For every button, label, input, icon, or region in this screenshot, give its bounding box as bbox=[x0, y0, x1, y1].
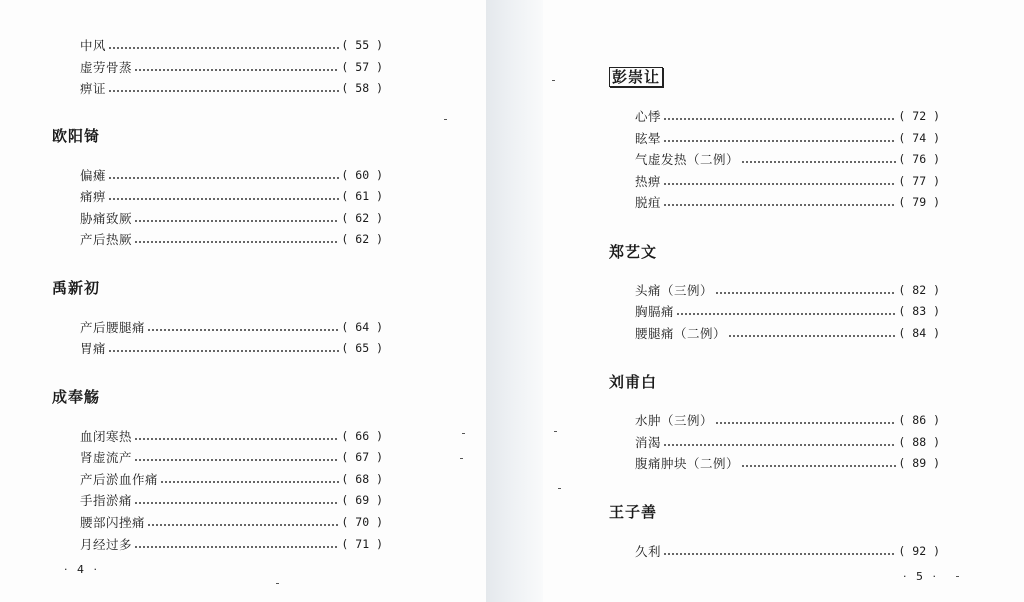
dot-leader bbox=[134, 69, 339, 71]
entry-page: ( 74 ) bbox=[898, 131, 940, 145]
entry-title: 偏瘫 bbox=[80, 168, 107, 183]
author-heading: 欧阳锜 bbox=[52, 127, 101, 145]
right-page bbox=[543, 0, 1024, 602]
entry-title: 产后热厥 bbox=[80, 232, 133, 247]
dot-leader bbox=[741, 465, 896, 467]
entry-title: 手指淤痛 bbox=[80, 493, 133, 508]
dot-leader bbox=[108, 198, 339, 200]
entry-page: ( 72 ) bbox=[898, 109, 940, 123]
toc-entry bbox=[80, 35, 383, 55]
entry-title: 腰部闪挫痛 bbox=[80, 515, 146, 530]
toc-entry bbox=[635, 128, 940, 148]
entry-page: ( 89 ) bbox=[898, 456, 940, 470]
scan-speck bbox=[276, 583, 279, 584]
entry-title: 腰腿痛（二例） bbox=[635, 326, 727, 341]
toc-entry bbox=[80, 165, 383, 185]
toc-entry bbox=[635, 280, 940, 300]
entry-page: ( 76 ) bbox=[898, 152, 940, 166]
entry-title: 中风 bbox=[80, 38, 107, 53]
dot-leader bbox=[134, 502, 339, 504]
entry-title: 产后腰腿痛 bbox=[80, 320, 146, 335]
toc-entry bbox=[80, 186, 383, 206]
toc-entry bbox=[80, 426, 383, 446]
entry-page: ( 79 ) bbox=[898, 195, 940, 209]
toc-entry bbox=[80, 534, 383, 554]
toc-entry bbox=[635, 192, 940, 212]
entry-title: 气虚发热（二例） bbox=[635, 152, 740, 167]
toc-entry bbox=[635, 171, 940, 191]
dot-leader bbox=[663, 183, 896, 185]
author-heading: 彭崇让 bbox=[609, 67, 663, 87]
entry-title: 胁痛致厥 bbox=[80, 211, 133, 226]
entry-page: ( 61 ) bbox=[341, 189, 383, 203]
toc-entry bbox=[80, 447, 383, 467]
toc-entry bbox=[635, 301, 940, 321]
toc-entry bbox=[635, 323, 940, 343]
entry-page: ( 65 ) bbox=[341, 341, 383, 355]
toc-entry bbox=[80, 512, 383, 532]
scan-speck bbox=[444, 119, 447, 120]
scan-speck bbox=[460, 458, 463, 459]
entry-title: 胃痛 bbox=[80, 341, 107, 356]
toc-entry bbox=[635, 541, 940, 561]
entry-page: ( 57 ) bbox=[341, 60, 383, 74]
entry-page: ( 71 ) bbox=[341, 537, 383, 551]
author-heading: 刘甫白 bbox=[609, 373, 658, 391]
dot-leader bbox=[134, 459, 339, 461]
entry-title: 虚劳骨蒸 bbox=[80, 60, 133, 75]
toc-entry bbox=[80, 208, 383, 228]
dot-leader bbox=[108, 90, 339, 92]
entry-page: ( 64 ) bbox=[341, 320, 383, 334]
dot-leader bbox=[715, 292, 896, 294]
toc-entry bbox=[80, 57, 383, 77]
entry-title: 腹痛肿块（二例） bbox=[635, 456, 740, 471]
entry-title: 肾虚流产 bbox=[80, 450, 133, 465]
dot-leader bbox=[134, 438, 339, 440]
entry-page: ( 66 ) bbox=[341, 429, 383, 443]
entry-title: 脱疽 bbox=[635, 195, 662, 210]
entry-page: ( 84 ) bbox=[898, 326, 940, 340]
author-heading: 郑艺文 bbox=[609, 243, 658, 261]
entry-page: ( 92 ) bbox=[898, 544, 940, 558]
entry-title: 痛痹 bbox=[80, 189, 107, 204]
entry-title: 心悸 bbox=[635, 109, 662, 124]
dot-leader bbox=[663, 553, 896, 555]
entry-page: ( 82 ) bbox=[898, 283, 940, 297]
scan-speck bbox=[956, 576, 959, 577]
left-page bbox=[0, 0, 486, 602]
entry-page: ( 69 ) bbox=[341, 493, 383, 507]
entry-title: 水肿（三例） bbox=[635, 413, 714, 428]
dot-leader bbox=[663, 204, 896, 206]
dot-leader bbox=[134, 220, 339, 222]
toc-entry bbox=[80, 490, 383, 510]
entry-title: 眩晕 bbox=[635, 131, 662, 146]
author-heading: 禹新初 bbox=[52, 279, 101, 297]
dot-leader bbox=[108, 350, 339, 352]
entry-page: ( 55 ) bbox=[341, 38, 383, 52]
entry-page: ( 62 ) bbox=[341, 211, 383, 225]
entry-title: 产后淤血作痛 bbox=[80, 472, 159, 487]
dot-leader bbox=[147, 329, 339, 331]
toc-entry bbox=[635, 410, 940, 430]
entry-page: ( 83 ) bbox=[898, 304, 940, 318]
entry-page: ( 67 ) bbox=[341, 450, 383, 464]
toc-entry bbox=[635, 432, 940, 452]
entry-title: 月经过多 bbox=[80, 537, 133, 552]
scan-speck bbox=[554, 431, 557, 432]
dot-leader bbox=[134, 241, 339, 243]
entry-title: 血闭寒热 bbox=[80, 429, 133, 444]
toc-entry bbox=[80, 229, 383, 249]
entry-page: ( 60 ) bbox=[341, 168, 383, 182]
dot-leader bbox=[676, 313, 896, 315]
toc-entry bbox=[80, 338, 383, 358]
dot-leader bbox=[147, 524, 339, 526]
dot-leader bbox=[663, 140, 896, 142]
toc-entry bbox=[635, 453, 940, 473]
toc-entry bbox=[635, 106, 940, 126]
scan-speck bbox=[552, 80, 555, 81]
entry-title: 热痹 bbox=[635, 174, 662, 189]
dot-leader bbox=[741, 161, 896, 163]
dot-leader bbox=[715, 422, 896, 424]
page-number: · 4 · bbox=[64, 563, 100, 576]
toc-entry bbox=[80, 78, 383, 98]
dot-leader bbox=[728, 335, 896, 337]
page-number: · 5 · bbox=[903, 570, 939, 583]
author-heading: 王子善 bbox=[609, 503, 658, 521]
dot-leader bbox=[663, 444, 896, 446]
entry-page: ( 86 ) bbox=[898, 413, 940, 427]
toc-entry bbox=[635, 149, 940, 169]
scan-speck bbox=[462, 433, 465, 434]
dot-leader bbox=[160, 481, 339, 483]
entry-page: ( 58 ) bbox=[341, 81, 383, 95]
entry-page: ( 62 ) bbox=[341, 232, 383, 246]
toc-entry bbox=[80, 317, 383, 337]
entry-title: 胸膈痛 bbox=[635, 304, 675, 319]
entry-title: 久利 bbox=[635, 544, 662, 559]
entry-page: ( 88 ) bbox=[898, 435, 940, 449]
dot-leader bbox=[663, 118, 896, 120]
book-gutter bbox=[486, 0, 543, 602]
entry-title: 头痛（三例） bbox=[635, 283, 714, 298]
scan-speck bbox=[558, 488, 561, 489]
entry-page: ( 77 ) bbox=[898, 174, 940, 188]
author-heading: 成奉觞 bbox=[52, 388, 101, 406]
toc-entry bbox=[80, 469, 383, 489]
dot-leader bbox=[108, 47, 339, 49]
entry-title: 消渴 bbox=[635, 435, 662, 450]
entry-page: ( 70 ) bbox=[341, 515, 383, 529]
entry-page: ( 68 ) bbox=[341, 472, 383, 486]
dot-leader bbox=[134, 546, 339, 548]
dot-leader bbox=[108, 177, 339, 179]
entry-title: 痹证 bbox=[80, 81, 107, 96]
